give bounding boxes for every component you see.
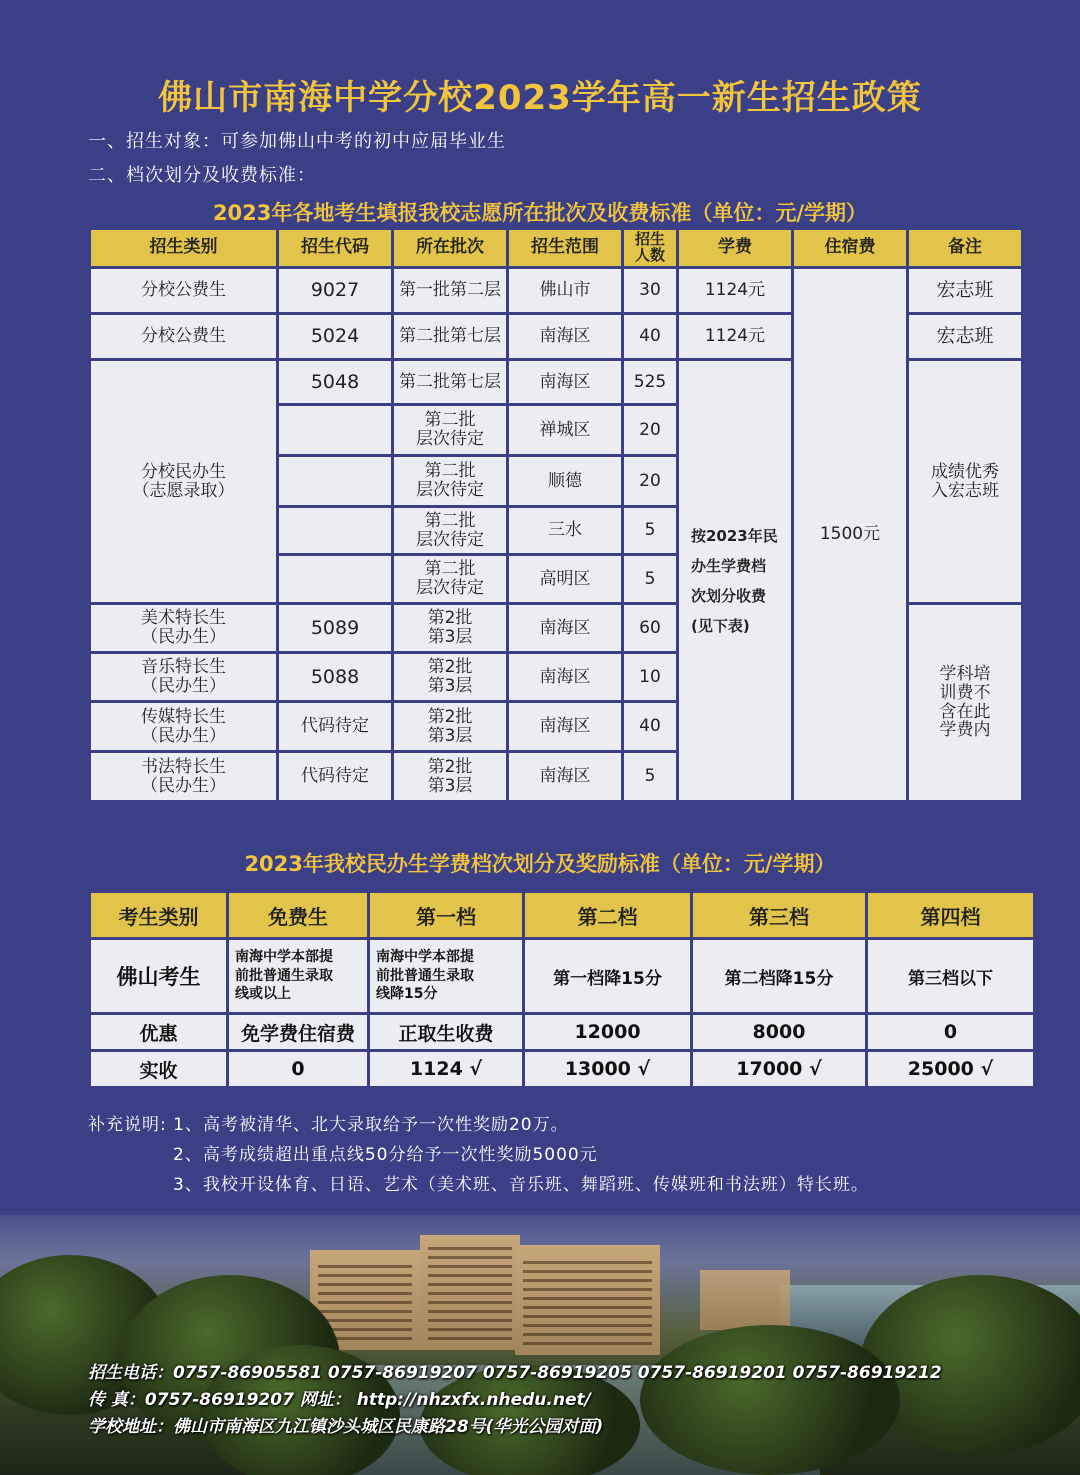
cell-batch: 第2批 第3层 <box>394 703 506 750</box>
table-row <box>91 940 1033 1012</box>
th-tier-2: 第二档 <box>525 893 690 937</box>
cell-range: 高明区 <box>509 556 621 602</box>
table-row <box>91 269 1021 312</box>
th-tier-3: 第三档 <box>693 893 865 937</box>
cell-batch: 第二批第七层 <box>394 315 506 358</box>
cell-category: 分校民办生 （志愿录取） <box>91 361 276 602</box>
cell-category: 音乐特长生 （民办生） <box>91 654 276 700</box>
section-2 <box>88 161 316 187</box>
cell-category: 分校公费生 <box>91 269 276 312</box>
table-row <box>91 1015 1033 1049</box>
cell-count: 525 <box>624 361 676 403</box>
th-fee: 学费 <box>679 230 791 266</box>
cell-tier-4: 第三档以下 <box>868 940 1033 1012</box>
page-title: 佛山市南海中学分校2023学年高一新生招生政策 <box>158 78 922 118</box>
th-count: 招生 人数 <box>624 230 676 266</box>
note-item: 补充说明: 1、高考被清华、北大录取给予一次性奖励20万。 <box>88 1115 569 1135</box>
cell-note-merged-1: 成绩优秀 入宏志班 <box>909 361 1021 602</box>
cell-free: 0 <box>229 1052 367 1086</box>
table-row <box>91 1052 1033 1086</box>
cell-fee-merged: 按2023年民 办生学费档 次划分收费 (见下表) <box>679 361 791 800</box>
cell-tier-3: 8000 <box>693 1015 865 1049</box>
cell-code <box>279 508 391 553</box>
cell-count: 5 <box>624 556 676 602</box>
cell-note: 宏志班 <box>909 315 1021 358</box>
cell-code: 代码待定 <box>279 753 391 800</box>
cell-range: 南海区 <box>509 654 621 700</box>
th-batch: 所在批次 <box>394 230 506 266</box>
cell-count: 60 <box>624 605 676 651</box>
table1-header-row <box>91 230 1021 266</box>
cell-batch: 第二批 层次待定 <box>394 556 506 602</box>
cell-category: 分校公费生 <box>91 315 276 358</box>
cell-batch: 第2批 第3层 <box>394 753 506 800</box>
cell-batch: 第一批第二层 <box>394 269 506 312</box>
cell-range: 南海区 <box>509 753 621 800</box>
cell-batch: 第二批 层次待定 <box>394 406 506 454</box>
cell-range: 南海区 <box>509 361 621 403</box>
th-tier-4: 第四档 <box>868 893 1033 937</box>
th-code: 招生代码 <box>279 230 391 266</box>
cell-code: 5088 <box>279 654 391 700</box>
cell-range: 三水 <box>509 508 621 553</box>
cell-batch: 第2批 第3层 <box>394 654 506 700</box>
cell-code: 5048 <box>279 361 391 403</box>
cell-range: 南海区 <box>509 703 621 750</box>
cell-code <box>279 556 391 602</box>
cell-range: 南海区 <box>509 315 621 358</box>
cell-batch: 第二批 层次待定 <box>394 508 506 553</box>
cell-note-merged-2: 学科培 训费不 含在此 学费内 <box>909 605 1021 800</box>
tuition-tier-table <box>88 890 1036 1089</box>
section-1 <box>88 127 506 153</box>
th-note: 备注 <box>909 230 1021 266</box>
cell-code: 代码待定 <box>279 703 391 750</box>
section-1-label: 一、招生对象： <box>88 131 221 152</box>
cell-count: 30 <box>624 269 676 312</box>
contact-address: 学校地址：佛山市南海区九江镇沙头城区民康路28号(华光公园对面) <box>88 1417 604 1437</box>
cell-tier-1: 1124 √ <box>370 1052 522 1086</box>
cell-type: 优惠 <box>91 1015 226 1049</box>
cell-free: 南海中学本部提 前批普通生录取 线或以上 <box>229 940 367 1012</box>
note-item: 2、高考成绩超出重点线50分给予一次性奖励5000元 <box>173 1145 598 1165</box>
cell-batch: 第2批 第3层 <box>394 605 506 651</box>
th-category: 招生类别 <box>91 230 276 266</box>
th-free: 免费生 <box>229 893 367 937</box>
th-range: 招生范围 <box>509 230 621 266</box>
cell-tier-4: 0 <box>868 1015 1033 1049</box>
cell-fee: 1124元 <box>679 315 791 358</box>
cell-tier-3: 17000 √ <box>693 1052 865 1086</box>
cell-batch: 第二批 层次待定 <box>394 457 506 505</box>
cell-fee: 1124元 <box>679 269 791 312</box>
cell-batch: 第二批第七层 <box>394 361 506 403</box>
cell-tier-3: 第二档降15分 <box>693 940 865 1012</box>
cell-tier-1: 南海中学本部提 前批普通生录取 线降15分 <box>370 940 522 1012</box>
cell-count: 5 <box>624 508 676 553</box>
cell-code: 9027 <box>279 269 391 312</box>
cell-note: 宏志班 <box>909 269 1021 312</box>
cell-tier-1: 正取生收费 <box>370 1015 522 1049</box>
supplementary-notes <box>88 1110 869 1200</box>
section-1-text: 可参加佛山中考的初中应届毕业生 <box>221 131 506 152</box>
th-board: 住宿费 <box>794 230 906 266</box>
th-student-type: 考生类别 <box>91 893 226 937</box>
cell-code <box>279 457 391 505</box>
cell-type: 佛山考生 <box>91 940 226 1012</box>
cell-count: 20 <box>624 406 676 454</box>
cell-range: 禅城区 <box>509 406 621 454</box>
cell-count: 20 <box>624 457 676 505</box>
cell-count: 40 <box>624 315 676 358</box>
cell-board-fee: 1500元 <box>794 269 906 800</box>
contact-fax-website: 传 真：0757-86919207 网址： http://nhzxfx.nhedu.net/ <box>88 1390 591 1410</box>
cell-tier-2: 13000 √ <box>525 1052 690 1086</box>
note-item: 3、我校开设体育、日语、艺术（美术班、音乐班、舞蹈班、传媒班和书法班）特长班。 <box>173 1175 869 1195</box>
cell-code <box>279 406 391 454</box>
cell-tier-2: 第一档降15分 <box>525 940 690 1012</box>
cell-tier-4: 25000 √ <box>868 1052 1033 1086</box>
table2-caption: 2023年我校民办生学费档次划分及奖励标准（单位：元/学期） <box>244 852 836 876</box>
th-tier-1: 第一档 <box>370 893 522 937</box>
contact-phones: 招生电话：0757-86905581 0757-86919207 0757-86919205 0757-86919201 0757-86919212 <box>88 1363 942 1383</box>
cell-type: 实收 <box>91 1052 226 1086</box>
cell-count: 10 <box>624 654 676 700</box>
cell-free: 免学费住宿费 <box>229 1015 367 1049</box>
cell-count: 40 <box>624 703 676 750</box>
table1-caption: 2023年各地考生填报我校志愿所在批次及收费标准（单位：元/学期） <box>212 201 868 225</box>
cell-range: 南海区 <box>509 605 621 651</box>
admission-table <box>88 227 1024 803</box>
cell-category: 书法特长生 （民办生） <box>91 753 276 800</box>
table2-header-row <box>91 893 1033 937</box>
cell-category: 美术特长生 （民办生） <box>91 605 276 651</box>
cell-code: 5089 <box>279 605 391 651</box>
cell-tier-2: 12000 <box>525 1015 690 1049</box>
cell-range: 顺德 <box>509 457 621 505</box>
cell-category: 传媒特长生 （民办生） <box>91 703 276 750</box>
cell-count: 5 <box>624 753 676 800</box>
cell-code: 5024 <box>279 315 391 358</box>
section-2-label: 二、档次划分及收费标准： <box>88 165 316 186</box>
cell-range: 佛山市 <box>509 269 621 312</box>
